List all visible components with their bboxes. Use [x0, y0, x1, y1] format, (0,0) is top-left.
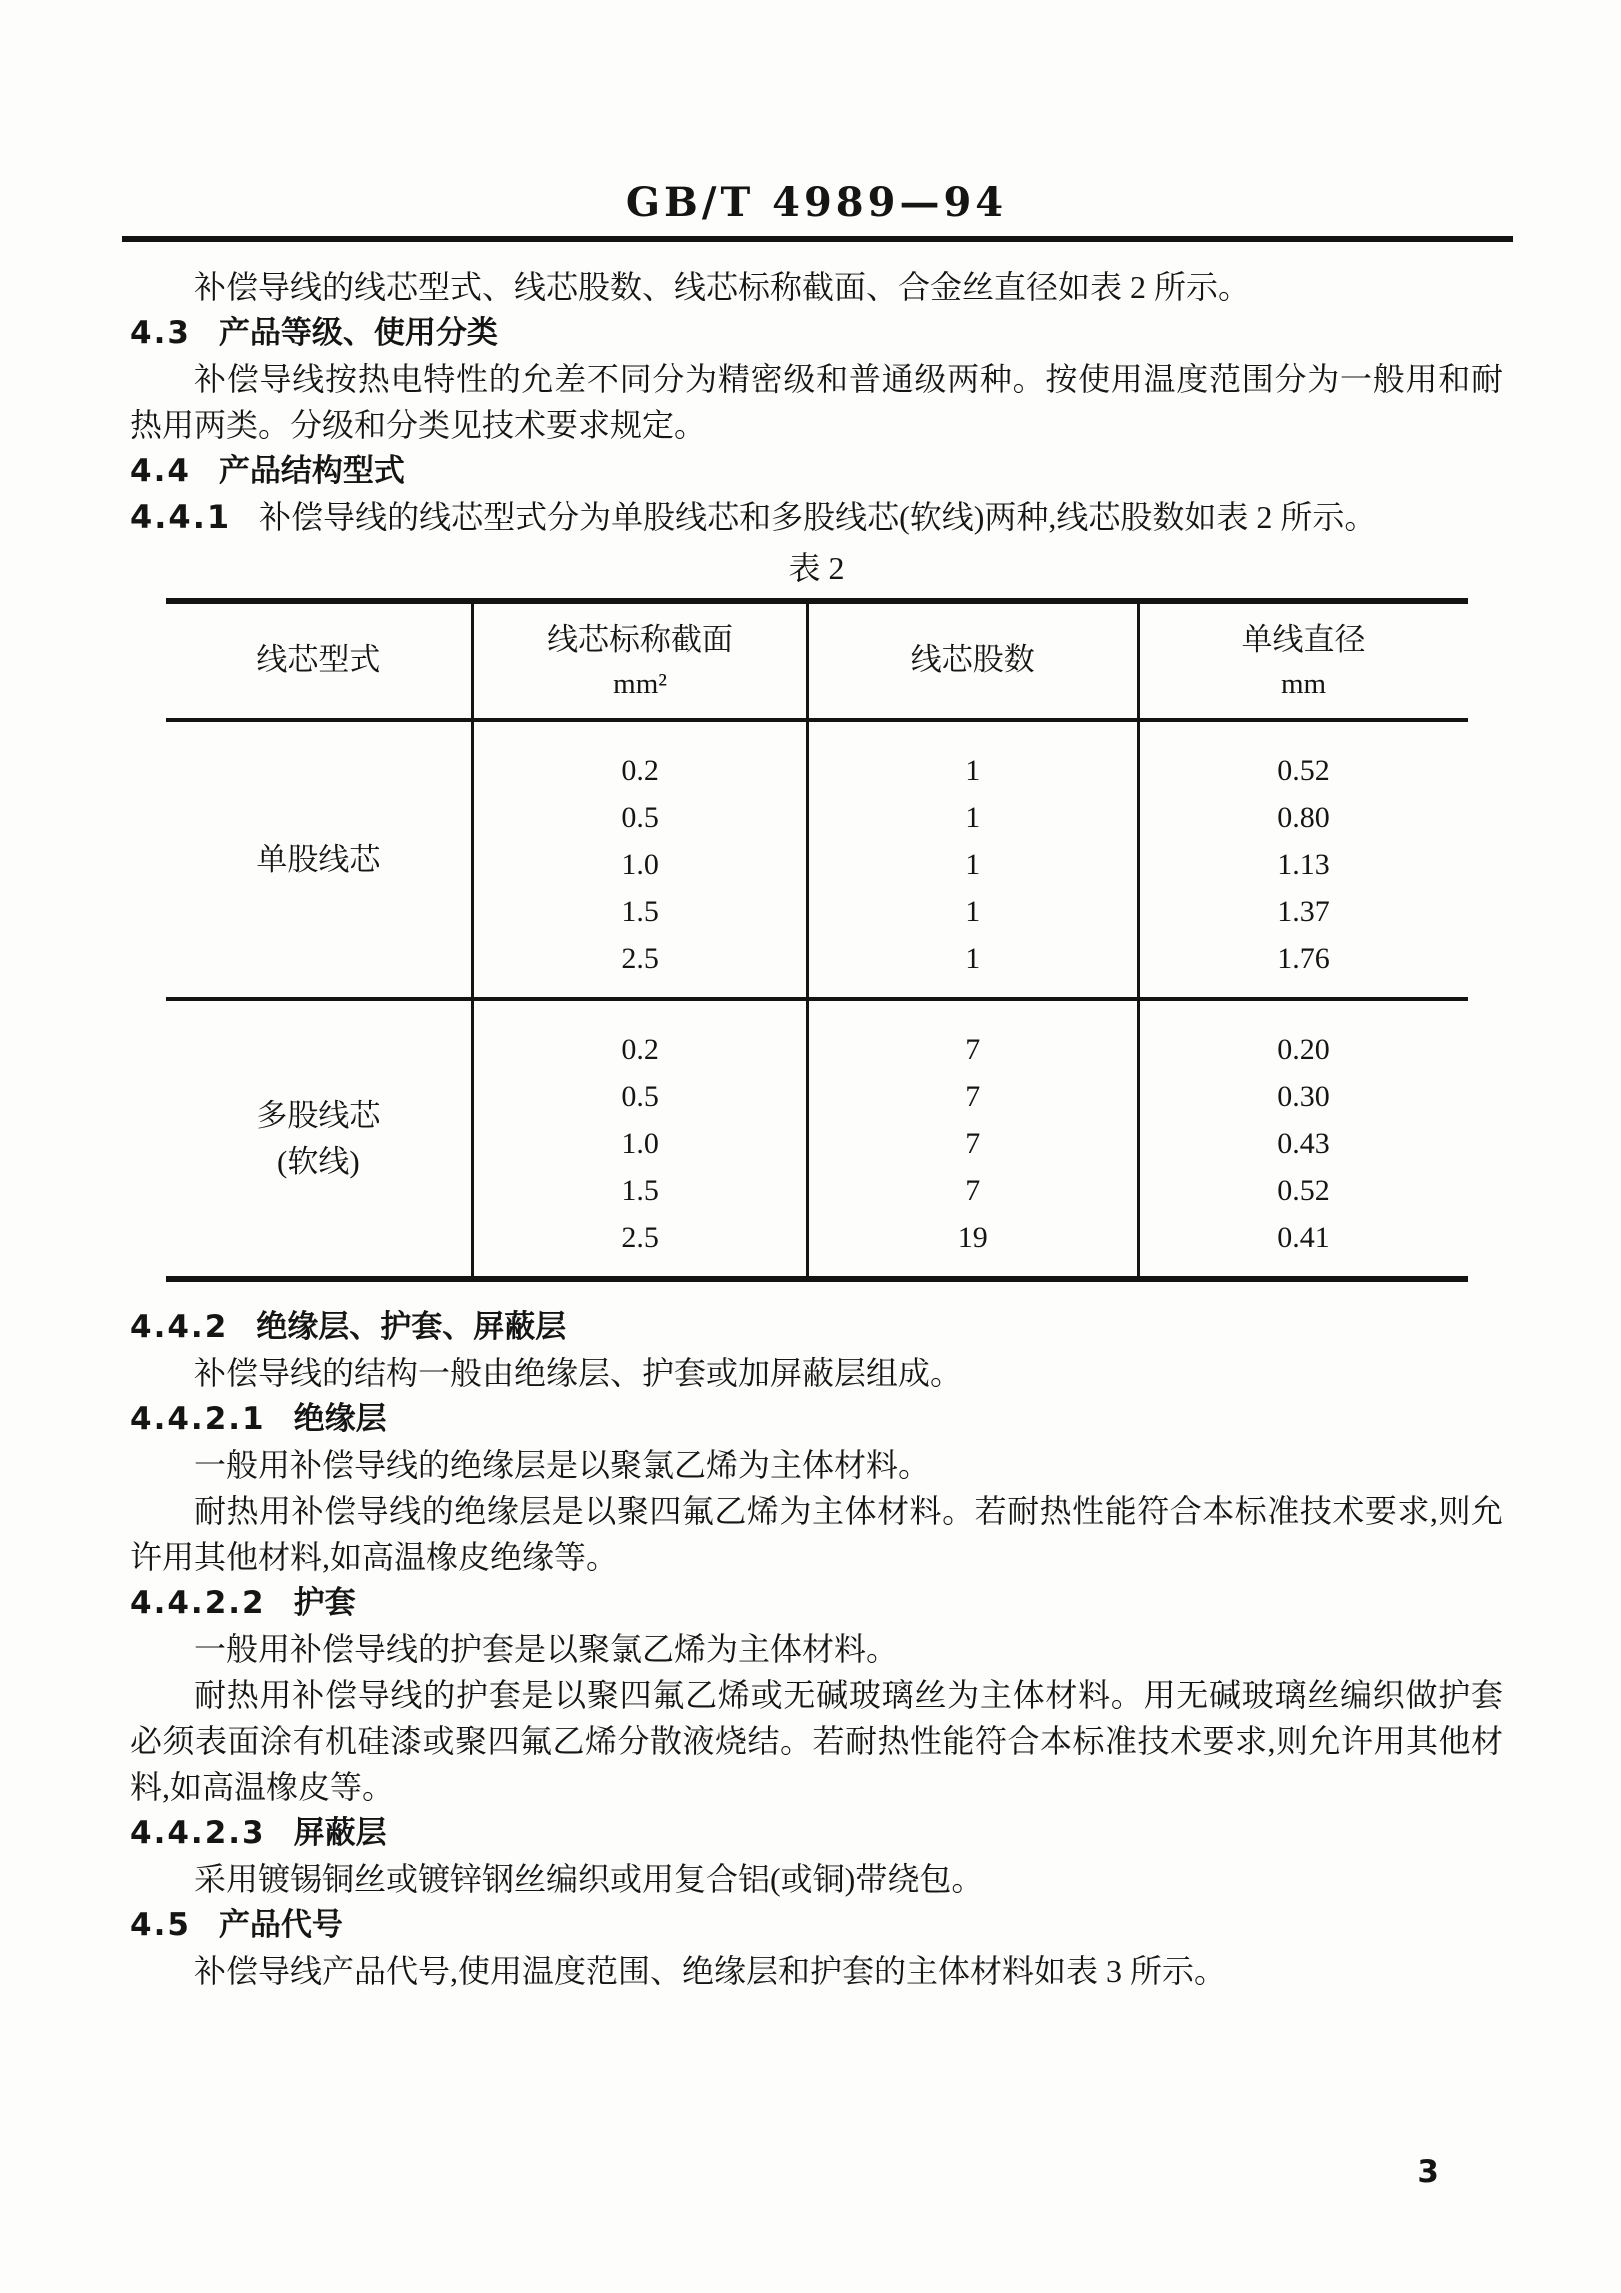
- col-header-unit: mm²: [613, 668, 667, 700]
- paragraph-intro: 补偿导线的线芯型式、线芯股数、线芯标称截面、合金丝直径如表 2 所示。: [194, 269, 1251, 305]
- section-title: 绝缘层、护套、屏蔽层: [256, 1309, 567, 1345]
- paragraph-4-4-2: 补偿导线的结构一般由绝缘层、护套或加屏蔽层组成。: [194, 1355, 963, 1391]
- cell-section: 1.5: [473, 888, 808, 935]
- cell-diameter: 0.52: [1138, 1167, 1467, 1214]
- cell-strands: 1: [807, 720, 1138, 794]
- paragraph-4-5: 补偿导线产品代号,使用温度范围、绝缘层和护套的主体材料如表 3 所示。: [194, 1953, 1227, 1989]
- section-heading-4-4-2-1: [130, 1396, 1503, 1442]
- spacer: [130, 242, 1503, 264]
- cell-strands: 1: [807, 794, 1138, 841]
- section-number: 4.4.2.3: [130, 1815, 266, 1851]
- col-header-core-type: [166, 601, 473, 720]
- section-number: 4.4.2.1: [130, 1401, 266, 1437]
- cell-strands: 7: [807, 999, 1138, 1073]
- cell-section: 0.5: [473, 1073, 808, 1120]
- core-type-note: (软线): [277, 1143, 360, 1179]
- cell-strands: 19: [807, 1214, 1138, 1279]
- cell-strands: 1: [807, 935, 1138, 999]
- paragraph-4-4-2-3: 采用镀锡铜丝或镀锌钢丝编织或用复合铝(或铜)带绕包。: [194, 1861, 984, 1897]
- table-row: [166, 999, 1468, 1073]
- table-header-row: [166, 601, 1468, 720]
- section-heading-4-4-2: [130, 1304, 1503, 1350]
- cell-section: 1.5: [473, 1167, 808, 1214]
- paragraph-text: 补偿导线的线芯型式分为单股线芯和多股线芯(软线)两种,线芯股数如表 2 所示。: [259, 499, 1377, 535]
- section-title: 护套: [293, 1585, 356, 1621]
- paragraph-4-4-2-1-a: 一般用补偿导线的绝缘层是以聚氯乙烯为主体材料。: [194, 1447, 931, 1483]
- core-type-label: 多股线芯: [256, 1097, 381, 1133]
- section-heading-4-3: [130, 310, 1503, 356]
- section-title: 绝缘层: [293, 1401, 387, 1437]
- cell-diameter: 1.76: [1138, 935, 1467, 999]
- table-body: [166, 720, 1468, 1279]
- section-number: 4.4.2.2: [130, 1585, 266, 1621]
- section-number: 4.4.1: [130, 498, 232, 536]
- col-header-label: 线芯标称截面: [547, 622, 734, 657]
- cell-diameter: 0.43: [1138, 1120, 1467, 1167]
- cell-strands: 1: [807, 841, 1138, 888]
- cell-diameter: 1.37: [1138, 888, 1467, 935]
- col-header-unit: mm: [1280, 668, 1327, 700]
- table-2: [166, 598, 1468, 1282]
- cell-strands: 7: [807, 1073, 1138, 1120]
- section-heading-4-4-2-3: [130, 1810, 1503, 1856]
- cell-strands: 1: [807, 888, 1138, 935]
- cell-strands: 7: [807, 1120, 1138, 1167]
- col-header-wire-diameter: [1138, 601, 1467, 720]
- cell-diameter: 1.13: [1138, 841, 1467, 888]
- page-number: 3: [1417, 2154, 1439, 2190]
- paragraph-4-4-1: [130, 494, 1503, 540]
- cell-diameter: 0.20: [1138, 999, 1467, 1073]
- cell-strands: 7: [807, 1167, 1138, 1214]
- paragraph-4-3: 补偿导线按热电特性的允差不同分为精密级和普通级两种。按使用温度范围分为一般用和耐热用两类。分级和分类见技术要求规定。: [130, 361, 1503, 443]
- cell-section: 1.0: [473, 1120, 808, 1167]
- section-number: 4.4.2: [130, 1309, 229, 1345]
- col-header-label: 线芯股数: [910, 642, 1035, 677]
- cell-section: 1.0: [473, 841, 808, 888]
- cell-section: 2.5: [473, 935, 808, 999]
- table-row: [166, 720, 1468, 794]
- section-title: 产品等级、使用分类: [218, 315, 498, 351]
- cell-section: 0.2: [473, 999, 808, 1073]
- table-header: [166, 601, 1468, 720]
- section-title: 产品代号: [218, 1907, 343, 1943]
- cell-diameter: 0.80: [1138, 794, 1467, 841]
- col-header-label: 单线直径: [1241, 622, 1366, 657]
- cell-core-type: [166, 999, 473, 1279]
- section-title: 产品结构型式: [218, 453, 405, 489]
- cell-section: 2.5: [473, 1214, 808, 1279]
- col-header-cross-section: [473, 601, 808, 720]
- section-heading-4-4-2-2: [130, 1580, 1503, 1626]
- section-title: 屏蔽层: [293, 1815, 387, 1851]
- cell-diameter: 0.52: [1138, 720, 1467, 794]
- paragraph-4-4-2-2-a: 一般用补偿导线的护套是以聚氯乙烯为主体材料。: [194, 1631, 899, 1667]
- section-heading-4-4: [130, 448, 1503, 494]
- table-caption: 表 2: [788, 550, 845, 586]
- section-number: 4.4: [130, 453, 191, 489]
- cell-core-type: [166, 720, 473, 999]
- col-header-label: 线芯型式: [256, 642, 381, 677]
- paragraph-4-4-2-1-b: 耐热用补偿导线的绝缘层是以聚四氟乙烯为主体材料。若耐热性能符合本标准技术要求,则允许用其他材料,如高温橡皮绝缘等。: [130, 1493, 1503, 1575]
- spacer: [130, 1282, 1503, 1304]
- cell-section: 0.5: [473, 794, 808, 841]
- cell-diameter: 0.30: [1138, 1073, 1467, 1120]
- section-heading-4-5: [130, 1902, 1503, 1948]
- section-number: 4.3: [130, 315, 191, 351]
- core-type-label: 单股线芯: [256, 841, 381, 877]
- section-number: 4.5: [130, 1907, 191, 1943]
- cell-section: 0.2: [473, 720, 808, 794]
- cell-diameter: 0.41: [1138, 1214, 1467, 1279]
- doc-title: GB/T 4989—94: [625, 179, 1008, 226]
- col-header-strand-count: [807, 601, 1138, 720]
- paragraph-4-4-2-2-b: 耐热用补偿导线的护套是以聚四氟乙烯或无碱玻璃丝为主体材料。用无碱玻璃丝编织做护套必须表面涂有机硅漆或聚四氟乙烯分散液烧结。若耐热性能符合本标准技术要求,则允许用其他材料,如高温橡皮等。: [130, 1677, 1503, 1805]
